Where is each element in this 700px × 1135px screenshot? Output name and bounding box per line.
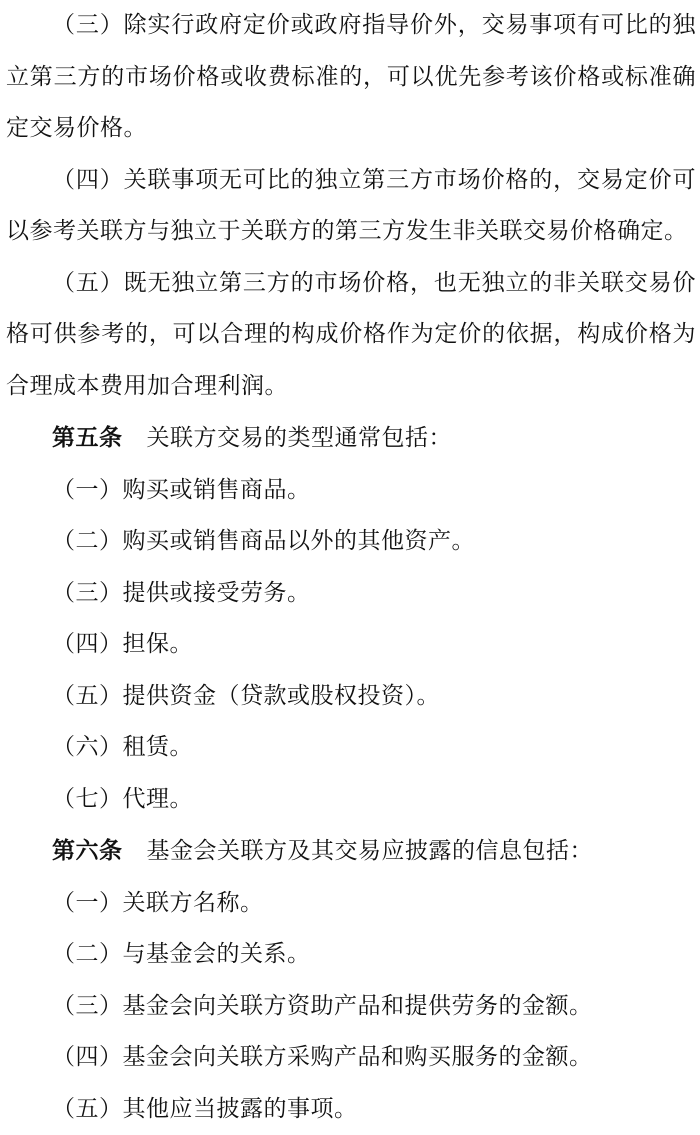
article-6-item-2: （二）与基金会的关系。 — [0, 929, 700, 981]
article-5-item-2: （二）购买或销售商品以外的其他资产。 — [0, 516, 700, 568]
paragraph-pricing-4: （四）关联事项无可比的独立第三方市场价格的，交易定价可以参考关联方与独立于关联方的第三方发生非关联交易价格确定。 — [0, 155, 700, 258]
article-6-text: 基金会关联方及其交易应披露的信息包括： — [147, 838, 594, 864]
article-5-heading — [0, 412, 700, 465]
article-6-number: 第六条 — [52, 837, 123, 864]
article-6-item-5: （五）其他应当披露的事项。 — [0, 1084, 700, 1135]
article-5-item-4: （四）担保。 — [0, 619, 700, 671]
article-5-item-3: （三）提供或接受劳务。 — [0, 568, 700, 620]
article-5-item-6: （六）租赁。 — [0, 722, 700, 774]
article-6-item-1: （一）关联方名称。 — [0, 878, 700, 930]
article-5-text: 关联方交易的类型通常包括： — [147, 425, 453, 451]
paragraph-pricing-5: （五）既无独立第三方的市场价格，也无独立的非关联交易价格可供参考的，可以合理的构成价格作为定价的依据，构成价格为合理成本费用加合理利润。 — [0, 258, 700, 413]
article-5-item-5: （五）提供资金（贷款或股权投资）。 — [0, 671, 700, 723]
article-5-item-7: （七）代理。 — [0, 774, 700, 826]
article-5-number: 第五条 — [52, 424, 123, 451]
article-6-item-3: （三）基金会向关联方资助产品和提供劳务的金额。 — [0, 981, 700, 1033]
article-6-heading — [0, 825, 700, 878]
article-5-item-1: （一）购买或销售商品。 — [0, 465, 700, 517]
article-6-item-4: （四）基金会向关联方采购产品和购买服务的金额。 — [0, 1032, 700, 1084]
paragraph-pricing-3: （三）除实行政府定价或政府指导价外，交易事项有可比的独立第三方的市场价格或收费标准的，可以优先参考该价格或标准确定交易价格。 — [0, 0, 700, 155]
